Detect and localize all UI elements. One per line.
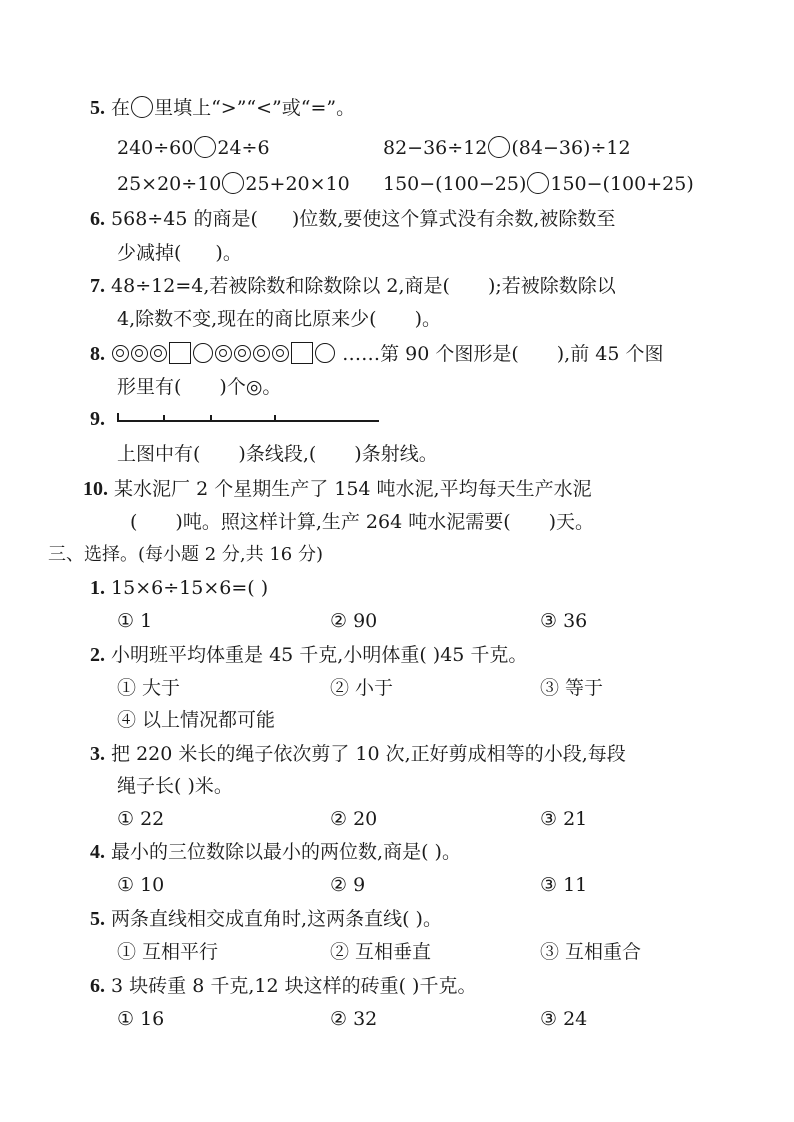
q5-row2-right — [383, 169, 694, 199]
compare-circle-icon — [131, 96, 153, 118]
q10-text: )天。 — [548, 511, 595, 533]
c6-number: 6. — [90, 975, 105, 997]
expr: 24÷6 — [217, 137, 270, 159]
c5-number: 5. — [90, 908, 105, 930]
q5-row2-left — [117, 169, 350, 199]
option[interactable]: ② 小于 — [330, 677, 394, 699]
q10-text: 某水泥厂 2 个星期生产了 154 吨水泥,平均每天生产水泥 — [114, 478, 592, 500]
expr: 240÷60 — [117, 137, 194, 159]
q9-text: )条线段,( — [238, 443, 317, 465]
c3-stem-line2: 绳子长( )米。 — [117, 775, 233, 797]
square-icon — [169, 342, 191, 364]
option[interactable]: ② 32 — [330, 1008, 378, 1030]
option[interactable]: ③ 等于 — [540, 677, 604, 699]
q9-number-line — [90, 404, 105, 434]
q6-text: 少减掉( — [117, 242, 182, 264]
section-heading: 三、选择。(每小题 2 分,共 16 分) — [48, 544, 324, 565]
option[interactable]: ① 16 — [117, 1008, 165, 1030]
option[interactable]: ① 22 — [117, 808, 165, 830]
q10-text: )吨。照这样计算,生产 264 吨水泥需要( — [175, 511, 511, 533]
line-segment — [117, 420, 379, 422]
point-tick — [210, 415, 212, 421]
q5-text-a: 在 — [111, 97, 131, 119]
option[interactable]: ② 20 — [330, 808, 378, 830]
q10-line2 — [130, 507, 594, 537]
double-circle-icon — [112, 345, 129, 362]
blank-circle-icon[interactable] — [488, 136, 510, 158]
q8-number: 8. — [90, 343, 105, 365]
square-icon — [291, 342, 313, 364]
double-circle-icon — [150, 345, 167, 362]
q9-text: )条射线。 — [354, 443, 438, 465]
q8-text: ),前 45 个图 — [556, 343, 664, 365]
q5-row1-right — [383, 133, 631, 163]
expr: (84−36)÷12 — [511, 137, 631, 159]
q6-text: 568÷45 的商是( — [111, 208, 258, 230]
double-circle-icon — [234, 345, 251, 362]
q9-number: 9. — [90, 408, 105, 430]
point-tick — [163, 415, 165, 421]
q7-text: )。 — [414, 308, 442, 330]
q7-text: 48÷12=4,若被除数和除数除以 2,商是( — [111, 275, 450, 297]
option[interactable]: ③ 24 — [540, 1008, 588, 1030]
q7-text: 4,除数不变,现在的商比原来少( — [117, 308, 377, 330]
q6-number: 6. — [90, 208, 105, 230]
choice-question-4 — [90, 837, 461, 867]
option[interactable]: ② 9 — [330, 874, 366, 896]
c1-number: 1. — [90, 577, 105, 599]
double-circle-icon — [131, 345, 148, 362]
q5-number: 5. — [90, 97, 105, 119]
circle-icon — [193, 343, 213, 363]
choice-question-6 — [90, 971, 476, 1001]
option[interactable]: ② 互相垂直 — [330, 941, 432, 963]
option[interactable]: ④ 以上情况都可能 — [117, 709, 276, 731]
q7-line2 — [117, 304, 441, 334]
c3-number: 3. — [90, 743, 105, 765]
blank-circle-icon[interactable] — [222, 172, 244, 194]
q6-text: )位数,要使这个算式没有余数,被除数至 — [291, 208, 616, 230]
q9-text: 上图中有( — [117, 443, 201, 465]
q6-line1 — [90, 204, 615, 234]
expr: 150−(100−25) — [383, 173, 527, 195]
expr: 150−(100+25) — [550, 173, 694, 195]
q7-line1 — [90, 271, 616, 301]
expr: 82−36÷12 — [383, 137, 488, 159]
c3-stem: 把 220 米长的绳子依次剪了 10 次,正好剪成相等的小段,每段 — [111, 743, 626, 765]
option[interactable]: ① 大于 — [117, 677, 181, 699]
q10-line1 — [83, 474, 592, 504]
c4-number: 4. — [90, 841, 105, 863]
q10-text: ( — [130, 511, 138, 533]
option[interactable]: ① 1 — [117, 610, 153, 632]
c6-stem: 3 块砖重 8 千克,12 块这样的砖重( )千克。 — [111, 975, 477, 997]
double-circle-icon — [272, 345, 289, 362]
double-circle-icon — [253, 345, 270, 362]
choice-question-1 — [90, 573, 268, 603]
q8-text: 第 90 个图形是( — [380, 343, 519, 365]
expr: 25×20÷10 — [117, 173, 222, 195]
c2-stem: 小明班平均体重是 45 千克,小明体重( )45 千克。 — [111, 644, 528, 666]
q5-row1-left — [117, 133, 270, 163]
c4-stem: 最小的三位数除以最小的两位数,商是( )。 — [111, 841, 461, 863]
q9-line2 — [117, 439, 438, 469]
pattern-sequence — [111, 343, 342, 365]
q8-text: )个◎。 — [219, 376, 282, 398]
ellipsis: …… — [342, 343, 381, 365]
choice-question-2 — [90, 640, 527, 670]
q7-number: 7. — [90, 275, 105, 297]
c1-stem: 15×6÷15×6=( ) — [111, 577, 269, 599]
q10-number: 10. — [83, 478, 108, 500]
q8-line2 — [117, 372, 281, 402]
q5-text-b: 里填上“>”“<”或“=”。 — [154, 97, 356, 119]
point-tick — [274, 415, 276, 421]
option[interactable]: ③ 11 — [540, 874, 588, 896]
double-circle-icon — [215, 345, 232, 362]
choice-question-3 — [90, 739, 626, 769]
circle-icon — [315, 343, 335, 363]
c5-stem: 两条直线相交成直角时,这两条直线( )。 — [111, 908, 442, 930]
q8-text: 形里有( — [117, 376, 182, 398]
blank-circle-icon[interactable] — [527, 172, 549, 194]
q5-line1 — [90, 93, 355, 123]
option[interactable]: ① 10 — [117, 874, 165, 896]
q6-text: )。 — [215, 242, 242, 264]
endpoint-tick — [117, 413, 119, 421]
choice-question-5 — [90, 904, 442, 934]
option[interactable]: ③ 互相重合 — [540, 941, 642, 963]
expr: 25+20×10 — [245, 173, 350, 195]
q8-line1 — [90, 339, 663, 369]
option[interactable]: ① 互相平行 — [117, 941, 219, 963]
option[interactable]: ② 90 — [330, 610, 378, 632]
c2-number: 2. — [90, 644, 105, 666]
q7-text: );若被除数除以 — [487, 275, 616, 297]
blank-circle-icon[interactable] — [194, 136, 216, 158]
q6-line2 — [117, 238, 242, 268]
option[interactable]: ③ 21 — [540, 808, 588, 830]
option[interactable]: ③ 36 — [540, 610, 588, 632]
